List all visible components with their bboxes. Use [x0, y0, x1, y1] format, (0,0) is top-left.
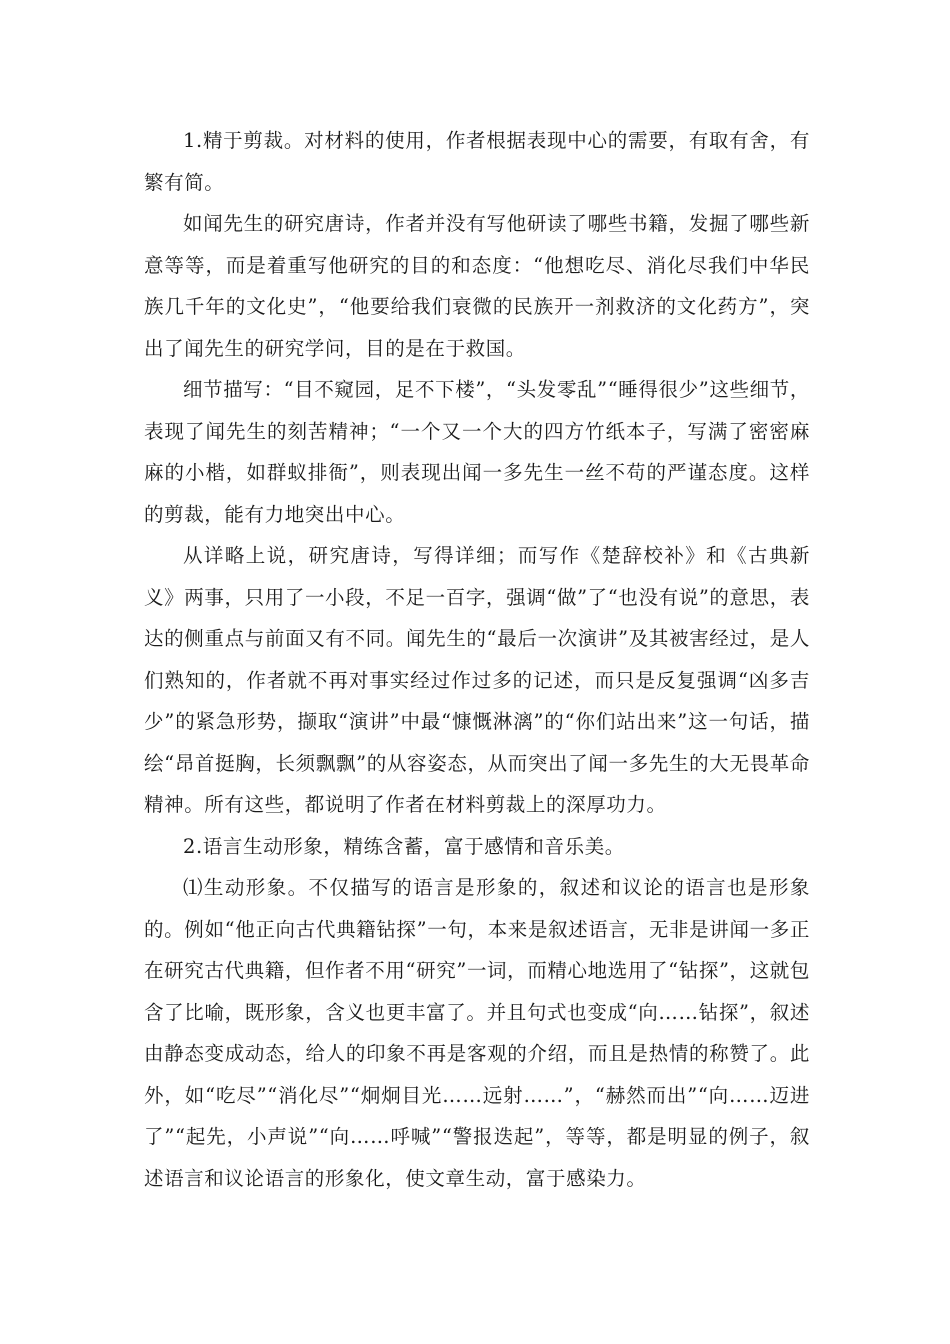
paragraph-2-tang-poetry: 如闻先生的研究唐诗，作者并没有写他研读了哪些书籍，发掘了哪些新意等等，而是着重写他研究的目的和态度：“他想吃尽、消化尽我们中华民族几千年的文化史”，“他要给我们衰微的民族开一剂救济的文化药方”，突出了闻先生的研究学问，目的是在于救国。	[144, 212, 810, 360]
document-body	[144, 120, 810, 1199]
paragraph-4-detail-and-brevity: 从详略上说，研究唐诗，写得详细；而写作《楚辞校补》和《古典新义》两事，只用了一小段，不足一百字，强调“做”了“也没有说”的意思，表达的侧重点与前面又有不同。闻先生的“最后一次演讲”及其被害经过，是人们熟知的，作者就不再对事实经过作过多的记述，而只是反复强调“凶多吉少”的紧急形势，撷取“演讲”中最“慷慨淋漓”的“你们站出来”这一句话，描绘“昂首挺胸，长须飘飘”的从容姿态，从而突出了闻一多先生的大无畏革命精神。所有这些，都说明了作者在材料剪裁上的深厚功力。	[144, 544, 810, 816]
paragraph-1-cropping-heading: 1.精于剪裁。对材料的使用，作者根据表现中心的需要，有取有舍，有繁有简。	[144, 129, 810, 194]
paragraph-3-detail-description: 细节描写：“目不窥园，足不下楼”，“头发零乱”“睡得很少”这些细节，表现了闻先生的刻苦精神；“一个又一个大的四方竹纸本子，写满了密密麻麻的小楷，如群蚁排衙”，则表现出闻一多先生一丝不苟的严谨态度。这样的剪裁，能有力地突出中心。	[144, 378, 810, 526]
paragraph-6-vivid-language: ⑴生动形象。不仅描写的语言是形象的，叙述和议论的语言也是形象的。例如“他正向古代典籍钻探”一句，本来是叙述语言，无非是讲闻一多正在研究古代典籍，但作者不用“研究”一词，而精心地选用了“钻探”，这就包含了比喻，既形象，含义也更丰富了。并且句式也变成“向……钻探”，叙述由静态变成动态，给人的印象不再是客观的介绍，而且是热情的称赞了。此外，如“吃尽”“消化尽”“炯炯目光……远射……”，“赫然而出”“向……迈进了”“起先，小声说”“向……呼喊”“警报迭起”，等等，都是明显的例子，叙述语言和议论语言的形象化，使文章生动，富于感染力。	[144, 876, 810, 1190]
paragraph-5-language-heading: 2.语言生动形象，精练含蓄，富于感情和音乐美。	[183, 834, 625, 858]
